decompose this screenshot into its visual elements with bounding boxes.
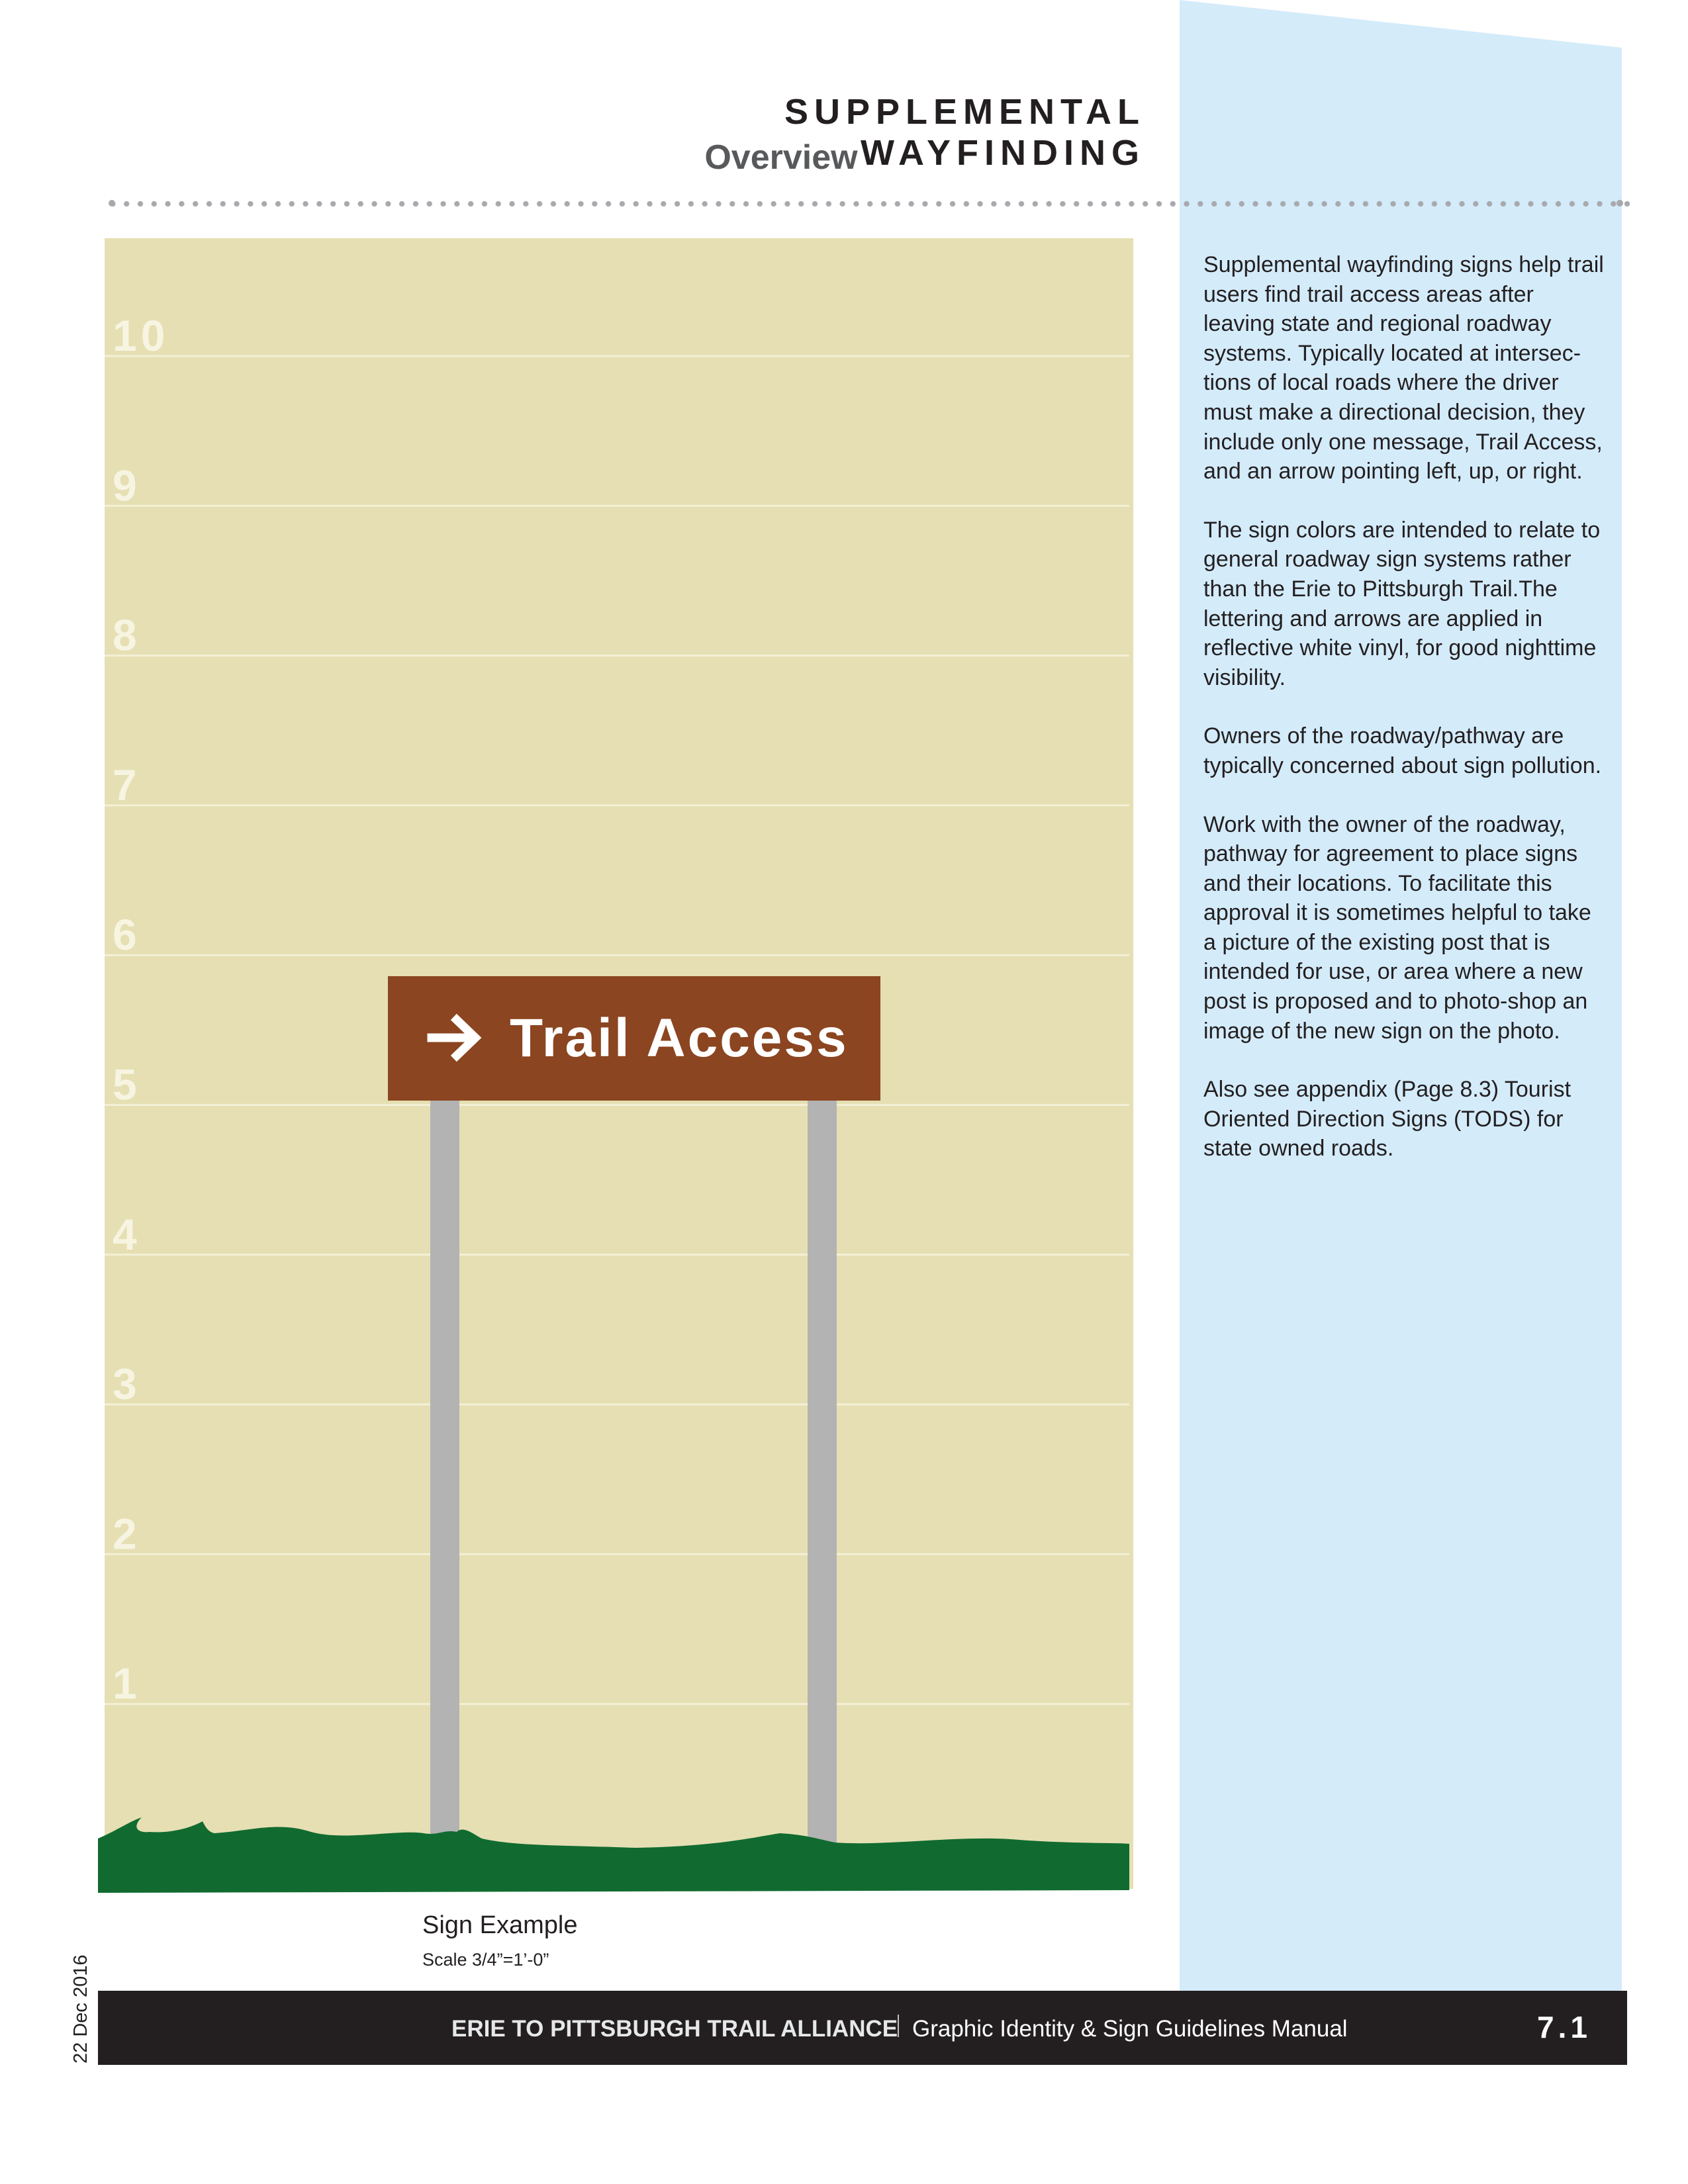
- sign-text: Trail Access: [510, 1008, 849, 1068]
- footer-separator: [898, 2015, 899, 2037]
- page-number: 7.1: [1537, 2010, 1591, 2044]
- scale-label: 8: [113, 610, 141, 660]
- sidebar-text: [1203, 250, 1607, 1193]
- paragraph-appendix: Also see appendix (Page 8.3) Tourist Oriented Direction Signs (TODS) for state owned roads.: [1203, 1077, 1571, 1161]
- diagram-scale-note: Scale 3/4”=1’-0”: [422, 1950, 549, 1970]
- footer-manual-title: Graphic Identity & Sign Guidelines Manual: [912, 2016, 1348, 2042]
- page-title: SUPPLEMENTAL WAYFINDING: [784, 92, 1145, 173]
- sign-post-left: [430, 1097, 459, 1852]
- dotted-rule-end-right: [1617, 200, 1623, 206]
- paragraph-owners: Owners of the roadway/pathway are typically concerned about sign pollution.: [1203, 723, 1602, 778]
- footer-organization: ERIE TO PITTSBURGH TRAIL ALLIANCE: [451, 2016, 898, 2042]
- page-subtitle: Overview: [704, 138, 858, 177]
- scale-label: 4: [113, 1209, 141, 1259]
- scale-label: 6: [113, 910, 141, 960]
- scale-label: 3: [113, 1359, 141, 1409]
- sign-post-right: [808, 1097, 837, 1852]
- scale-label: 5: [113, 1060, 141, 1109]
- scale-label: 10: [113, 311, 169, 360]
- scale-label: 9: [113, 461, 141, 510]
- document-date: 22 Dec 2016: [70, 1954, 91, 2064]
- scale-label: 2: [113, 1509, 141, 1559]
- diagram-caption: Sign Example: [422, 1911, 578, 1939]
- scale-label: 1: [113, 1659, 141, 1708]
- paragraph-agreement: Work with the owner of the roadway, pathway for agreement to place signs and their locations. To facilitate this approval it is sometimes helpful to take a picture of the existing post that is intended for use, or area where a new post is proposed and to photo-shop an image of the new sign on the photo.: [1203, 811, 1591, 1044]
- footer-bar: [98, 1991, 1627, 2065]
- scale-label: 7: [113, 760, 141, 809]
- paragraph-colors: The sign colors are intended to relate to general roadway sign systems rather than the Erie to Pittsburgh Trail.The lettering and arrows are applied in reflective white vinyl, for good nighttime visibility.: [1203, 517, 1601, 690]
- paragraph-purpose: Supplemental wayfinding signs help trail users find trail access areas after leaving state and regional roadway systems. Typically located at intersec-tions of local roads where the driver must make a directional decision, they include only one message, Trail Access, and an arrow pointing left, up, or right.: [1203, 252, 1604, 484]
